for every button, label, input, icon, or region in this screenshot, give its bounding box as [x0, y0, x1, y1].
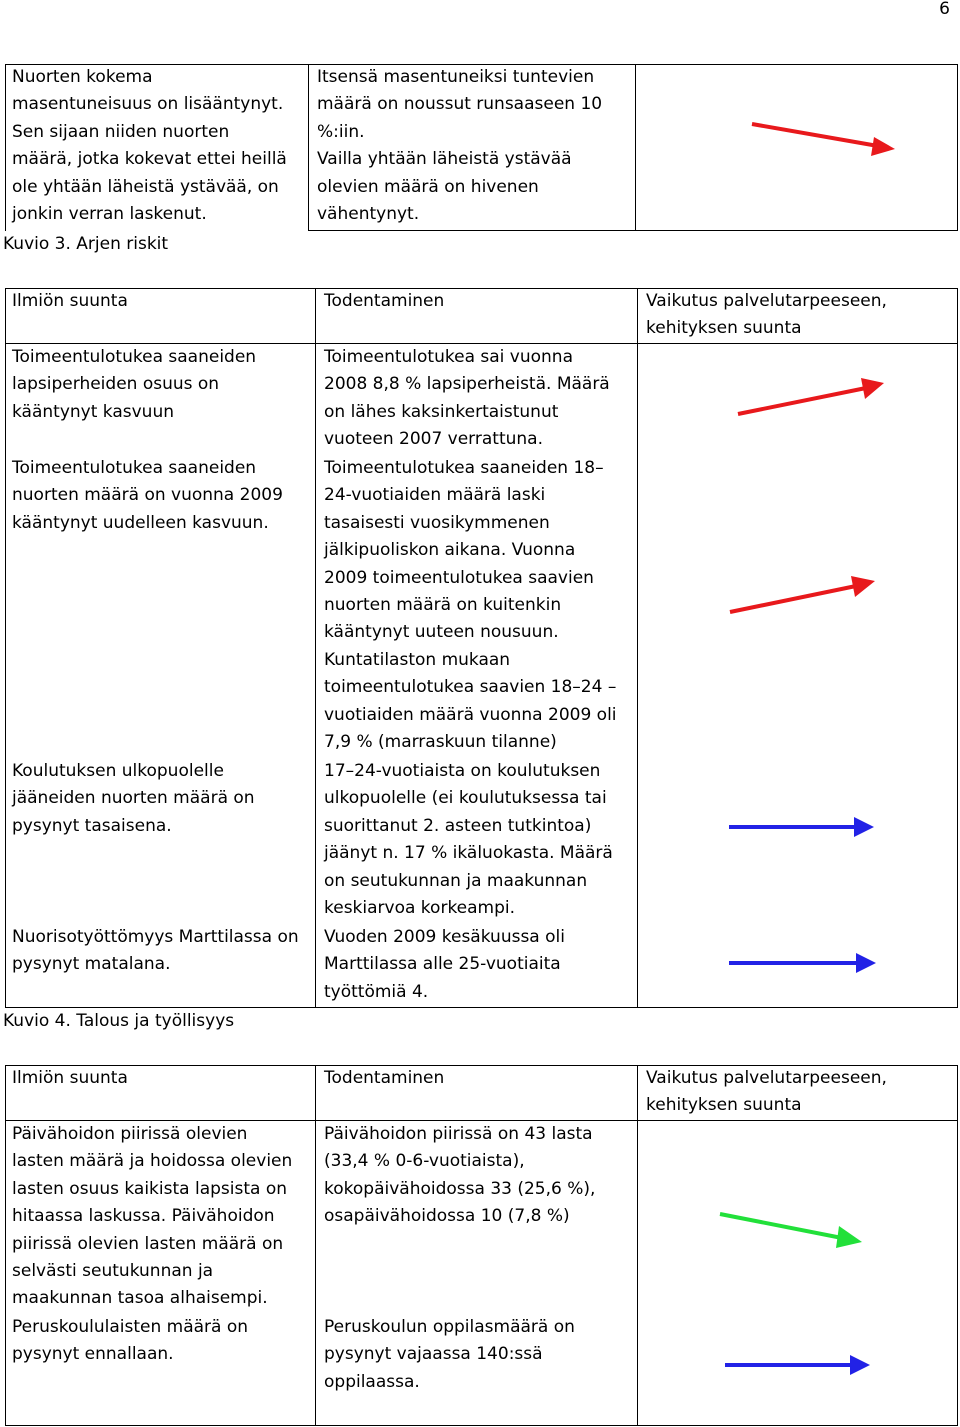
blue-arrow-right-icon: [718, 1350, 888, 1380]
table4-row2-verification: Peruskoulun oppilasmäärä on pysynyt vajaassa 140:ssä oppilaassa.: [324, 1317, 575, 1392]
blue-arrow-right-icon: [722, 948, 892, 978]
page-number: 6: [939, 0, 950, 19]
table4-row1-phenomenon: Päivähoidon piirissä olevien lasten määrä ja hoidossa olevien lasten osuus kaikista lapsista on hitaassa laskussa. Päivähoidon piirissä olevien lasten määrä on selvästi seutukunnan ja maakunnan tasoa alhaisempi.: [12, 1124, 293, 1309]
table4-row2-phenomenon: Peruskoululaisten määrä on pysynyt ennallaan.: [12, 1317, 249, 1365]
green-arrow-down-icon: [712, 1204, 882, 1256]
table3-header-impact: Vaikutus palvelutarpeeseen, kehityksen suunta: [646, 291, 887, 339]
figure-caption-4: Kuvio 4. Talous ja työllisyys: [3, 1011, 235, 1031]
table3-row2-verification: Toimeentulotukea saaneiden 18– 24-vuotiaiden määrä laski tasaisesti vuosikymmenen jälkipuoliskon aikana. Vuonna 2009 toimeentulotukea saavien nuorten määrä on kuitenkin kääntynyt uuteen nousuun. Kuntatilaston mukaan toimeentulotukea saavien 18–24 – vuotiaiden määrä vuonna 2009 oli 7,9 % (marraskuun tilanne): [324, 458, 617, 753]
red-arrow-up-icon: [730, 372, 900, 422]
table3-row2-phenomenon: Toimeentulotukea saaneiden nuorten määrä on vuonna 2009 kääntynyt uudelleen kasvuun.: [12, 458, 283, 533]
table3-row1-verification: Toimeentulotukea sai vuonna 2008 8,8 % lapsiperheistä. Määrä on lähes kaksinkertaistunut vuoteen 2007 verrattuna.: [324, 347, 610, 450]
table4-header-impact: Vaikutus palvelutarpeeseen, kehityksen suunta: [646, 1068, 887, 1116]
blue-arrow-right-icon: [722, 812, 892, 842]
red-arrow-up-icon: [722, 570, 892, 620]
table3-row1-phenomenon: Toimeentulotukea saaneiden lapsiperheiden osuus on kääntynyt kasvuun: [12, 347, 257, 422]
table3-row3-verification: 17–24-vuotiaista on koulutuksen ulkopuolelle (ei koulutuksessa tai suorittanut 2. asteen tutkintoa) jäänyt n. 17 % ikäluokasta. Määrä on seutukunnan ja maakunnan keskiarvoa korkeampi.: [324, 761, 613, 919]
table4-row1-verification: Päivähoidon piirissä on 43 lasta (33,4 % 0-6-vuotiaista), kokopäivähoidossa 33 (25,6 %), osapäivähoidossa 10 (7,8 %): [324, 1124, 596, 1227]
table3-row3-phenomenon: Koulutuksen ulkopuolelle jääneiden nuorten määrä on pysynyt tasaisena.: [12, 761, 255, 836]
table4-header-verification: Todentaminen: [324, 1068, 445, 1088]
table3-header-phenomenon: Ilmiön suunta: [12, 291, 128, 311]
table3-row4-phenomenon: Nuorisotyöttömyys Marttilassa on pysynyt matalana.: [12, 927, 299, 975]
red-arrow-up-icon: [740, 110, 910, 170]
table3-header-verification: Todentaminen: [324, 291, 445, 311]
table3-row4-verification: Vuoden 2009 kesäkuussa oli Marttilassa alle 25-vuotiaita työttömiä 4.: [324, 927, 565, 1002]
table4-header-phenomenon: Ilmiön suunta: [12, 1068, 128, 1088]
top-phenomenon-cell: Nuorten kokema masentuneisuus on lisääntynyt. Sen sijaan niiden nuorten määrä, jotka kokevat ettei heillä ole yhtään läheistä ystävää, on jonkin verran laskenut.: [12, 67, 287, 225]
top-verification-cell: Itsensä masentuneiksi tuntevien määrä on noussut runsaaseen 10 %:iin. Vailla yhtään läheistä ystävää olevien määrä on hivenen vähentynyt.: [317, 67, 603, 225]
figure-caption-3: Kuvio 3. Arjen riskit: [3, 234, 169, 254]
